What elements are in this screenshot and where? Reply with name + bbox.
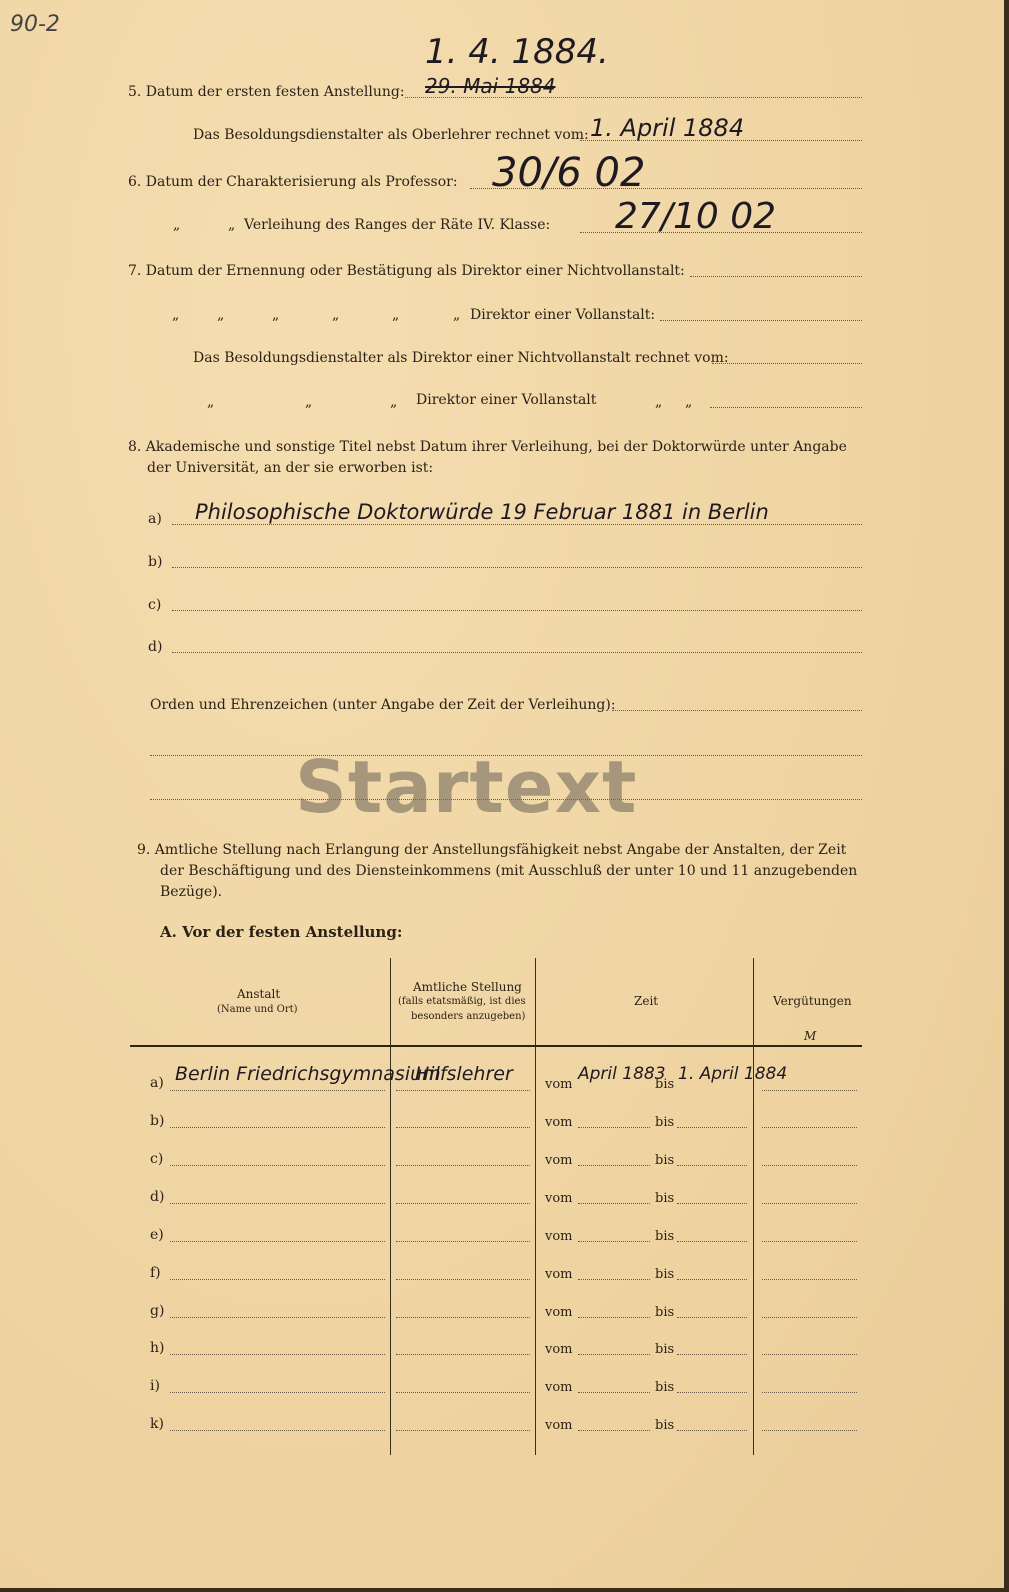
- item7-ditto-1: „: [172, 307, 180, 323]
- row-e-line-3a: [578, 1241, 650, 1242]
- row-d-line-4: [762, 1203, 857, 1204]
- row-f-vom: vom: [545, 1267, 573, 1282]
- row-i-letter: i): [150, 1378, 160, 1394]
- item8-a-line: [172, 524, 862, 525]
- item8-label-line2: der Universität, an der sie erworben ist:: [147, 460, 434, 476]
- table-col-divider-1: [390, 1047, 391, 1455]
- row-k-line-1: [170, 1430, 385, 1431]
- item6-sub-line: [580, 232, 862, 233]
- item7-line4: [710, 407, 862, 408]
- row-f-line-1: [170, 1279, 385, 1280]
- row-i-vom: vom: [545, 1380, 573, 1395]
- row-g-bis: bis: [655, 1305, 675, 1320]
- row-i-line-2: [396, 1392, 530, 1393]
- row-i-line-3a: [578, 1392, 650, 1393]
- item8-d-line: [172, 652, 862, 653]
- row-g-line-1: [170, 1317, 385, 1318]
- row-c-line-2: [396, 1165, 530, 1166]
- row-a-to: 1. April 1884: [678, 1064, 788, 1084]
- row-f-line-3b: [677, 1279, 747, 1280]
- item8-a-letter: a): [148, 511, 162, 527]
- col-stellung-sub1: (falls etatsmäßig, ist dies: [398, 996, 526, 1007]
- item7-label: 7. Datum der Ernennung oder Bestätigung als Direktor einer Nichtvollanstalt:: [128, 263, 685, 279]
- col-anstalt-sub: (Name und Ort): [217, 1004, 298, 1015]
- row-h-line-4: [762, 1354, 857, 1355]
- row-h-line-3a: [578, 1354, 650, 1355]
- item7-line4-ditto-1: „: [207, 394, 215, 410]
- row-h-line-3b: [677, 1354, 747, 1355]
- item6-value: 30/6 02: [492, 150, 646, 196]
- item8-c-letter: c): [148, 597, 162, 613]
- item9-label-line1: 9. Amtliche Stellung nach Erlangung der Anstellungsfähigkeit nebst Angabe der Anstalten, der Zeit: [137, 842, 847, 858]
- item5-struck-value: 29. Mai 1884: [425, 74, 556, 98]
- row-k-line-3b: [677, 1430, 747, 1431]
- row-d-line-2: [396, 1203, 530, 1204]
- row-k-line-3a: [578, 1430, 650, 1431]
- row-a-line-2: [396, 1090, 530, 1091]
- row-c-line-3a: [578, 1165, 650, 1166]
- item6-sub-value: 27/10 02: [615, 196, 776, 237]
- row-b-line-4: [762, 1127, 857, 1128]
- row-d-letter: d): [150, 1189, 165, 1205]
- row-e-bis: bis: [655, 1229, 675, 1244]
- row-i-line-3b: [677, 1392, 747, 1393]
- row-f-line-2: [396, 1279, 530, 1280]
- row-d-line-1: [170, 1203, 385, 1204]
- col-stellung-sub2: besonders anzugeben): [411, 1011, 526, 1022]
- row-k-bis: bis: [655, 1418, 675, 1433]
- item7-line4-label: Direktor einer Vollanstalt: [416, 392, 597, 408]
- table-col-divider-2-header: [535, 958, 536, 1046]
- row-h-letter: h): [150, 1340, 165, 1356]
- top-handwritten-date: 1. 4. 1884.: [425, 32, 609, 72]
- col-stellung-title: Amtliche Stellung: [413, 980, 522, 994]
- item7-line2-label: Direktor einer Vollanstalt:: [470, 307, 656, 323]
- row-g-line-4: [762, 1317, 857, 1318]
- item7-ditto-5: „: [392, 307, 400, 323]
- row-i-line-1: [170, 1392, 385, 1393]
- item6-line: [470, 188, 862, 189]
- item7-line3-label: Das Besoldungsdienstalter als Direktor einer Nichtvollanstalt rechnet vom:: [193, 350, 729, 366]
- row-d-line-3b: [677, 1203, 747, 1204]
- row-c-line-4: [762, 1165, 857, 1166]
- row-b-vom: vom: [545, 1115, 573, 1130]
- row-c-line-3b: [677, 1165, 747, 1166]
- item7-line3: [712, 363, 862, 364]
- row-e-vom: vom: [545, 1229, 573, 1244]
- item7-ditto-2: „: [217, 307, 225, 323]
- row-d-bis: bis: [655, 1191, 675, 1206]
- corner-note: 90-2: [10, 12, 60, 37]
- row-a-stellung: Hilfslehrer: [415, 1063, 513, 1085]
- item5-sub-label: Das Besoldungsdienstalter als Oberlehrer rechnet vom:: [193, 127, 589, 143]
- item8-b-line: [172, 567, 862, 568]
- row-k-vom: vom: [545, 1418, 573, 1433]
- row-c-vom: vom: [545, 1153, 573, 1168]
- watermark: Startext: [295, 745, 638, 829]
- row-b-line-3a: [578, 1127, 650, 1128]
- row-g-line-3b: [677, 1317, 747, 1318]
- item5-sub-line: [580, 140, 862, 141]
- row-e-line-2: [396, 1241, 530, 1242]
- item8-a-value: Philosophische Doktorwürde 19 Februar 1881 in Berlin: [195, 500, 769, 524]
- orden-line-1: [612, 710, 862, 711]
- row-k-line-2: [396, 1430, 530, 1431]
- item6-ditto-1: „: [173, 217, 181, 233]
- row-e-line-4: [762, 1241, 857, 1242]
- col-verguetungen-title: Vergütungen: [773, 994, 852, 1008]
- row-a-letter: a): [150, 1075, 164, 1091]
- table-col-divider-3: [753, 1047, 754, 1455]
- item7-line2: [660, 320, 862, 321]
- row-b-bis: bis: [655, 1115, 675, 1130]
- section-a-heading: A. Vor der festen Anstellung:: [160, 923, 403, 941]
- col-anstalt-title: Anstalt: [237, 987, 281, 1001]
- item7-line: [690, 276, 862, 277]
- row-e-letter: e): [150, 1227, 164, 1243]
- item7-ditto-4: „: [332, 307, 340, 323]
- item8-d-letter: d): [148, 639, 163, 655]
- orden-label: Orden und Ehrenzeichen (unter Angabe der Zeit der Verleihung):: [150, 697, 616, 713]
- item9-label-line3: Bezüge).: [160, 884, 223, 900]
- row-a-from: April 1883: [578, 1064, 666, 1084]
- row-f-line-4: [762, 1279, 857, 1280]
- item7-line4-ditto-5: „: [685, 394, 693, 410]
- row-a-anstalt: Berlin Friedrichsgymnasium: [175, 1063, 441, 1085]
- row-h-line-1: [170, 1354, 385, 1355]
- row-f-letter: f): [150, 1265, 161, 1281]
- row-e-line-1: [170, 1241, 385, 1242]
- item6-ditto-2: „: [228, 217, 236, 233]
- row-h-bis: bis: [655, 1342, 675, 1357]
- row-b-line-2: [396, 1127, 530, 1128]
- row-e-line-3b: [677, 1241, 747, 1242]
- row-c-bis: bis: [655, 1153, 675, 1168]
- item6-sub-label: Verleihung des Ranges der Räte IV. Klasse:: [244, 217, 551, 233]
- item8-label-line1: 8. Akademische und sonstige Titel nebst Datum ihrer Verleihung, bei der Doktorwürde unter Angabe: [128, 439, 847, 455]
- row-g-line-3a: [578, 1317, 650, 1318]
- row-f-line-3a: [578, 1279, 650, 1280]
- row-i-line-4: [762, 1392, 857, 1393]
- item5-sub-value: 1. April 1884: [590, 114, 745, 142]
- row-c-letter: c): [150, 1151, 164, 1167]
- row-a-line-4: [762, 1090, 857, 1091]
- row-f-bis: bis: [655, 1267, 675, 1282]
- col-zeit-title: Zeit: [634, 994, 659, 1008]
- item6-label: 6. Datum der Charakterisierung als Professor:: [128, 174, 458, 190]
- row-b-letter: b): [150, 1113, 165, 1129]
- row-a-bis: bis: [655, 1077, 675, 1092]
- table-col-divider-1-header: [390, 958, 391, 1046]
- row-g-vom: vom: [545, 1305, 573, 1320]
- row-k-letter: k): [150, 1416, 164, 1432]
- item7-ditto-3: „: [272, 307, 280, 323]
- item5-label: 5. Datum der ersten festen Anstellung:: [128, 84, 405, 100]
- row-g-letter: g): [150, 1303, 165, 1319]
- table-col-divider-2: [535, 1047, 536, 1455]
- row-h-line-2: [396, 1354, 530, 1355]
- item5-line: [405, 97, 862, 98]
- item8-b-letter: b): [148, 554, 163, 570]
- row-d-vom: vom: [545, 1191, 573, 1206]
- row-h-vom: vom: [545, 1342, 573, 1357]
- item7-line4-ditto-2: „: [305, 394, 313, 410]
- row-a-line-1: [170, 1090, 385, 1091]
- row-a-vom: vom: [545, 1077, 573, 1092]
- item7-line4-ditto-3: „: [390, 394, 398, 410]
- row-g-line-2: [396, 1317, 530, 1318]
- item9-label-line2: der Beschäftigung und des Diensteinkommens (mit Ausschluß der unter 10 und 11 anzugebenden: [160, 863, 858, 879]
- row-b-line-1: [170, 1127, 385, 1128]
- row-k-line-4: [762, 1430, 857, 1431]
- row-c-line-1: [170, 1165, 385, 1166]
- col-verguetungen-unit: M: [804, 1029, 817, 1043]
- row-b-line-3b: [677, 1127, 747, 1128]
- row-i-bis: bis: [655, 1380, 675, 1395]
- row-d-line-3a: [578, 1203, 650, 1204]
- table-col-divider-3-header: [753, 958, 754, 1046]
- item7-ditto-6: „: [453, 307, 461, 323]
- item7-line4-ditto-4: „: [655, 394, 663, 410]
- item8-c-line: [172, 610, 862, 611]
